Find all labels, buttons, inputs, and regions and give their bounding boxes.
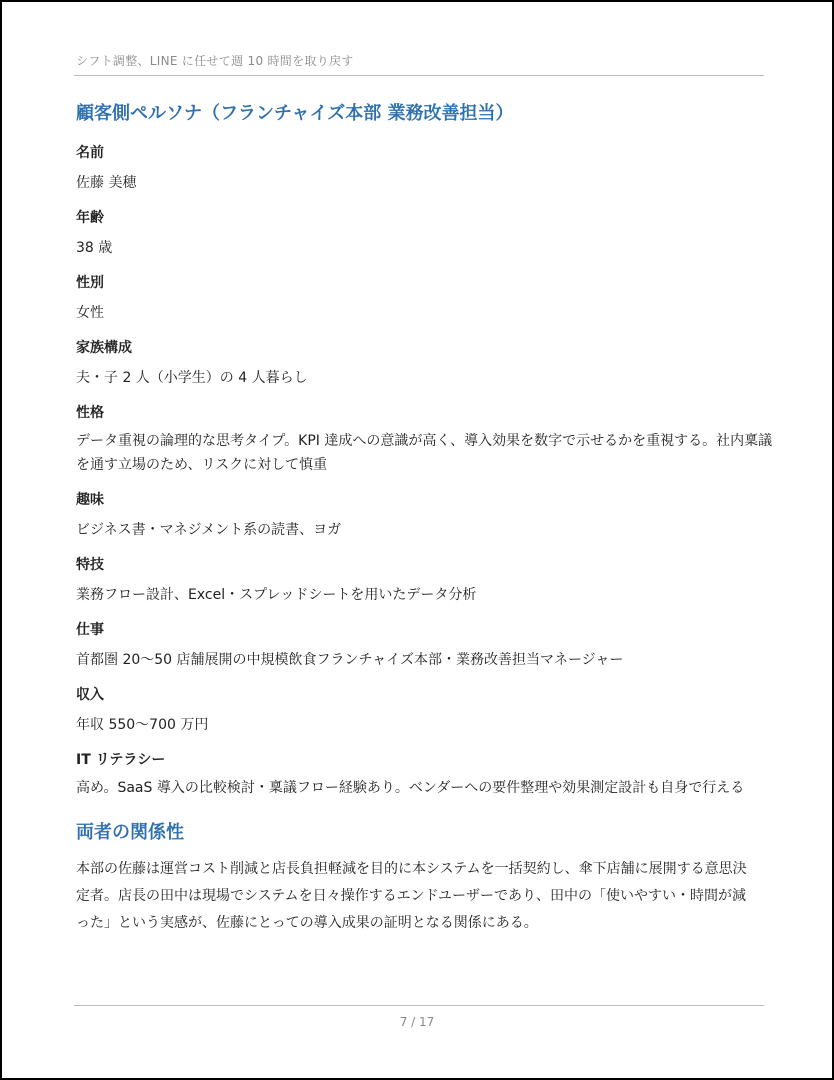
field-value: 夫・子 2 人（小学生）の 4 人暮らし [76,370,308,386]
persona-heading: 顧客側ペルソナ（フランチャイズ本部 業務改善担当） [76,103,514,124]
page-number: 7 / 17 [399,1015,435,1029]
field-label: IT リテラシー [76,752,166,768]
field-value: 高め。SaaS 導入の比較検討・稟議フロー経験あり。ベンダーへの要件整理や効果測定設計も自身で行える [76,780,745,796]
persona-field-hobby [76,490,776,542]
relationship-paragraph: 本部の佐藤は運営コスト削減と店長負担軽減を目的に本システムを一括契約し、傘下店舗に展開する意思決定者。店長の田中は現場でシステムを日々操作するエンドユーザーであり、田中の「使いやすい・時間が減った」という実感が、佐藤にとっての導入成果の証明となる関係にある。 [76,861,747,931]
field-label: 収入 [76,687,104,703]
persona-field-personality [76,403,776,477]
field-label: 特技 [76,557,104,573]
field-value: 業務フロー設計、Excel・スプレッドシートを用いたデータ分析 [76,587,477,603]
footer-rule [74,1005,764,1006]
field-label: 性格 [76,405,104,421]
field-value: データ重視の論理的な思考タイプ。KPI 達成への意識が高く、導入効果を数字で示せるかを重視する。社内稟議を通す立場のため、リスクに対して慎重 [76,433,773,473]
field-value: 佐藤 美穂 [76,175,137,191]
persona-field-it-literacy [76,750,776,800]
running-header: シフト調整、LINE に任せて週 10 時間を取り戻す [76,54,354,68]
persona-field-family [76,338,776,390]
field-value: 女性 [76,305,104,321]
header-rule [74,75,764,76]
persona-field-gender [76,273,776,325]
field-label: 名前 [76,145,104,161]
field-value: 年収 550〜700 万円 [76,717,209,733]
persona-field-skill [76,555,776,607]
field-value: 首都圏 20〜50 店舗展開の中規模飲食フランチャイズ本部・業務改善担当マネージャー [76,652,624,668]
field-value: ビジネス書・マネジメント系の読書、ヨガ [76,522,342,538]
relationship-heading: 両者の関係性 [76,822,184,843]
persona-field-age [76,208,776,260]
persona-field-name [76,143,776,195]
field-label: 趣味 [76,492,104,508]
persona-field-income [76,685,776,737]
persona-field-job [76,620,776,672]
page-content [76,99,776,937]
field-label: 仕事 [76,622,104,638]
field-value: 38 歳 [76,240,113,256]
field-label: 年齢 [76,210,104,226]
field-label: 性別 [76,275,104,291]
field-label: 家族構成 [76,340,132,356]
